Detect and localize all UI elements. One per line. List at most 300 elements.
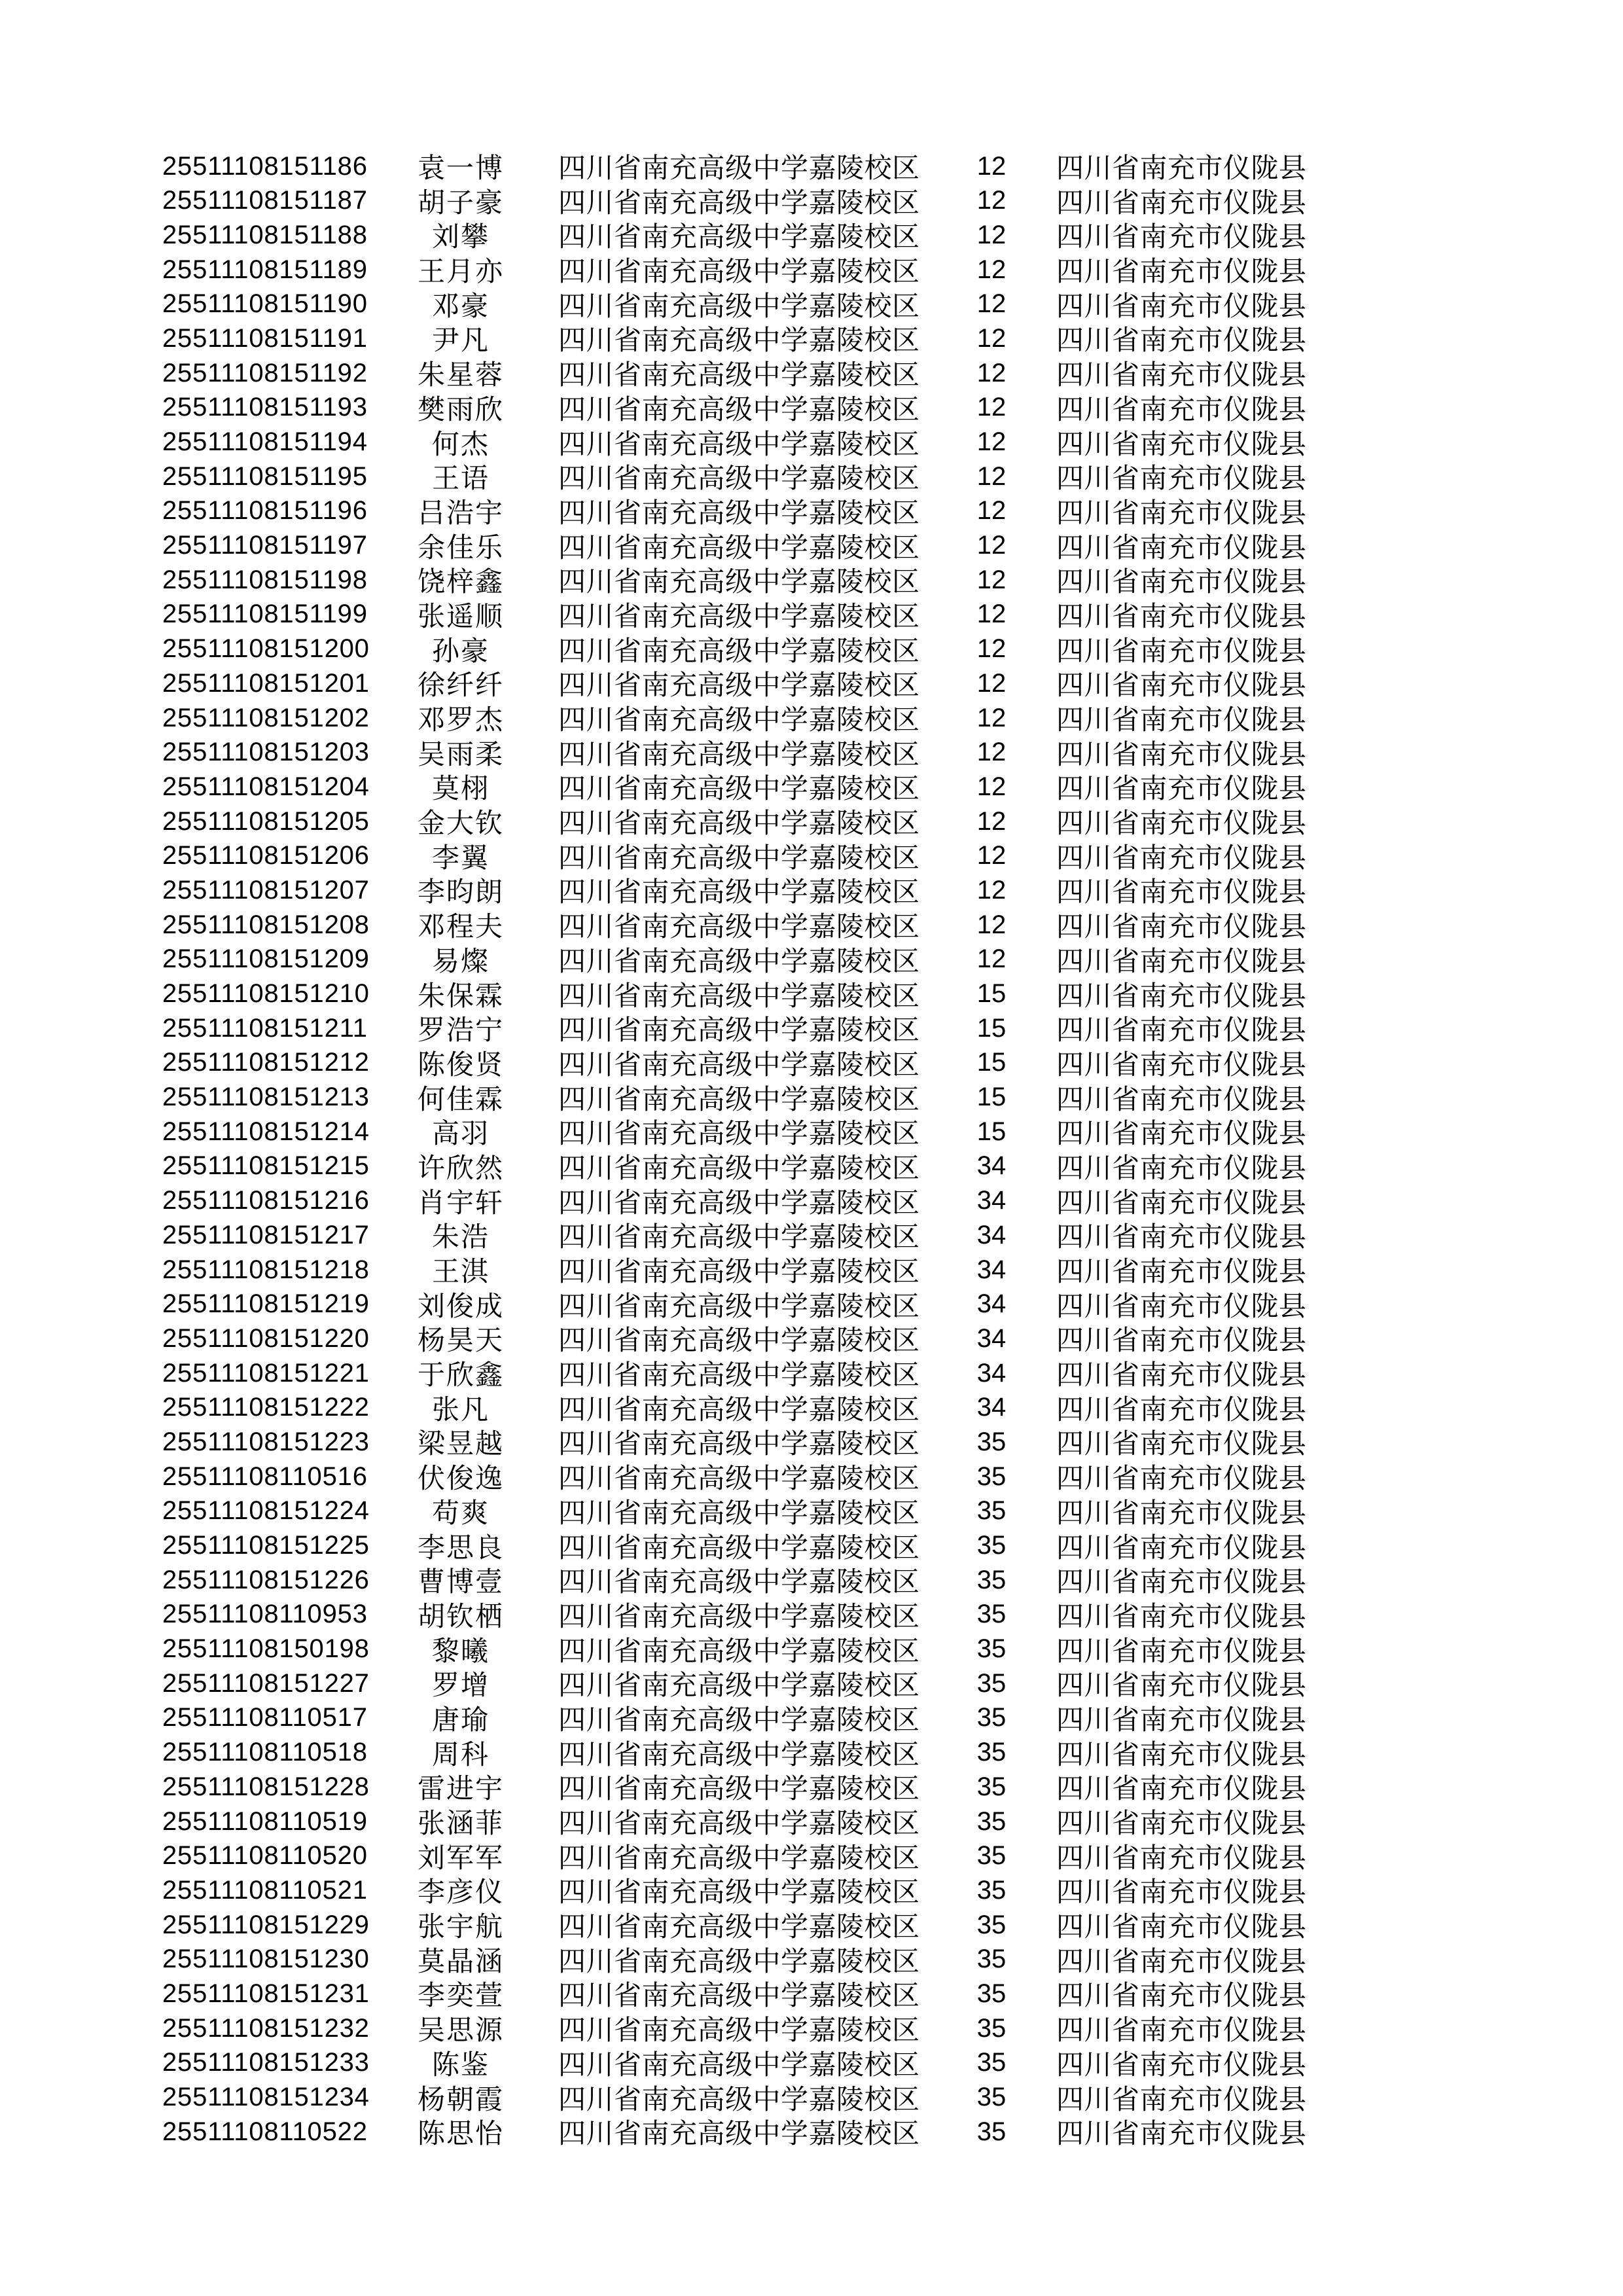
county-cell: 四川省南充市仪陇县 xyxy=(1056,1843,1307,1874)
county-cell: 四川省南充市仪陇县 xyxy=(1056,2085,1307,2115)
table-row xyxy=(0,215,1623,253)
class-group-cell: 35 xyxy=(976,1910,1007,1939)
table-row xyxy=(0,1837,1623,1874)
exam-id-cell: 25511108151195 xyxy=(162,461,368,491)
exam-id-cell: 25511108151196 xyxy=(162,496,368,526)
table-row xyxy=(0,1319,1623,1357)
school-cell: 四川省南充高级中学嘉陵校区 xyxy=(558,1257,920,1287)
county-cell: 四川省南充市仪陇县 xyxy=(1056,1429,1307,1460)
county-cell: 四川省南充市仪陇县 xyxy=(1056,2016,1307,2047)
school-cell: 四川省南充高级中学嘉陵校区 xyxy=(558,533,920,564)
school-cell: 四川省南充高级中学嘉陵校区 xyxy=(558,1085,920,1115)
exam-id-cell: 25511108151230 xyxy=(162,1945,370,1974)
table-row xyxy=(0,1009,1623,1047)
school-cell: 四川省南充高级中学嘉陵校区 xyxy=(558,981,920,1012)
school-cell: 四川省南充高级中学嘉陵校区 xyxy=(558,464,920,495)
class-group-cell: 35 xyxy=(976,2013,1007,2043)
exam-id-cell: 25511108110953 xyxy=(162,1600,368,1629)
class-group-cell: 12 xyxy=(976,323,1007,353)
exam-id-cell: 25511108151231 xyxy=(162,1979,370,2008)
class-group-cell: 12 xyxy=(976,427,1007,456)
exam-id-cell: 25511108151198 xyxy=(162,565,368,594)
exam-id-cell: 25511108110517 xyxy=(162,1703,368,1732)
school-cell: 四川省南充高级中学嘉陵校区 xyxy=(558,1740,920,1770)
student-name-cell: 邓程夫 xyxy=(417,912,504,943)
table-row xyxy=(0,2043,1623,2081)
class-group-cell: 12 xyxy=(976,944,1007,974)
student-name-cell: 樊雨欣 xyxy=(417,395,504,425)
county-cell: 四川省南充市仪陇县 xyxy=(1056,291,1307,322)
school-cell: 四川省南充高级中学嘉陵校区 xyxy=(558,567,920,598)
table-row xyxy=(0,285,1623,322)
school-cell: 四川省南充高级中学嘉陵校区 xyxy=(558,498,920,529)
school-cell: 四川省南充高级中学嘉陵校区 xyxy=(558,1671,920,1702)
table-row xyxy=(0,388,1623,423)
table-row xyxy=(0,2112,1623,2150)
student-name-cell: 饶梓鑫 xyxy=(417,567,504,598)
table-row xyxy=(0,1664,1623,1702)
student-name-cell: 罗浩宁 xyxy=(417,1016,504,1047)
exam-id-cell: 25511108151216 xyxy=(162,1186,370,1215)
table-row xyxy=(0,1422,1623,1460)
class-group-cell: 12 xyxy=(976,703,1007,732)
table-row xyxy=(0,940,1623,975)
table-row xyxy=(0,905,1623,943)
student-name-cell: 易燦 xyxy=(431,946,490,977)
school-cell: 四川省南充高级中学嘉陵校区 xyxy=(558,188,920,219)
school-cell: 四川省南充高级中学嘉陵校区 xyxy=(558,809,920,840)
student-name-cell: 杨昊天 xyxy=(417,1326,504,1357)
table-row xyxy=(0,1388,1623,1426)
table-row xyxy=(0,353,1623,391)
county-cell: 四川省南充市仪陇县 xyxy=(1056,498,1307,529)
county-cell: 四川省南充市仪陇县 xyxy=(1056,601,1307,632)
county-cell: 四川省南充市仪陇县 xyxy=(1056,809,1307,840)
exam-id-cell: 25511108151234 xyxy=(162,2083,370,2111)
exam-id-cell: 25511108151220 xyxy=(162,1323,370,1353)
county-cell: 四川省南充市仪陇县 xyxy=(1056,1981,1307,2012)
school-cell: 四川省南充高级中学嘉陵校区 xyxy=(558,1395,920,1426)
table-row xyxy=(0,2078,1623,2113)
class-group-cell: 15 xyxy=(976,1117,1007,1146)
exam-id-cell: 25511108151209 xyxy=(162,944,370,974)
class-group-cell: 35 xyxy=(976,1565,1007,1594)
student-name-cell: 袁一博 xyxy=(417,154,504,184)
county-cell: 四川省南充市仪陇县 xyxy=(1056,1223,1307,1253)
county-cell: 四川省南充市仪陇县 xyxy=(1056,878,1307,908)
table-row xyxy=(0,698,1623,736)
student-name-cell: 张遥顺 xyxy=(417,601,504,632)
school-cell: 四川省南充高级中学嘉陵校区 xyxy=(558,154,920,184)
exam-id-cell: 25511108151221 xyxy=(162,1358,370,1388)
school-cell: 四川省南充高级中学嘉陵校区 xyxy=(558,1602,920,1632)
table-row xyxy=(0,526,1623,564)
county-cell: 四川省南充市仪陇县 xyxy=(1056,1326,1307,1357)
table-row xyxy=(0,1526,1623,1564)
school-cell: 四川省南充高级中学嘉陵校区 xyxy=(558,1188,920,1219)
county-cell: 四川省南充市仪陇县 xyxy=(1056,429,1307,460)
exam-id-cell: 25511108151208 xyxy=(162,910,370,939)
county-cell: 四川省南充市仪陇县 xyxy=(1056,1568,1307,1598)
student-name-cell: 苟爽 xyxy=(431,1498,490,1529)
school-cell: 四川省南充高级中学嘉陵校区 xyxy=(558,1223,920,1253)
county-cell: 四川省南充市仪陇县 xyxy=(1056,1912,1307,1943)
class-group-cell: 35 xyxy=(976,1462,1007,1491)
school-cell: 四川省南充高级中学嘉陵校区 xyxy=(558,1568,920,1598)
class-group-cell: 12 xyxy=(976,668,1007,698)
school-cell: 四川省南充高级中学嘉陵校区 xyxy=(558,291,920,322)
county-cell: 四川省南充市仪陇县 xyxy=(1056,981,1307,1012)
student-name-cell: 李昀朗 xyxy=(417,878,504,908)
class-group-cell: 35 xyxy=(976,1703,1007,1732)
student-name-cell: 余佳乐 xyxy=(417,533,504,564)
school-cell: 四川省南充高级中学嘉陵校区 xyxy=(558,1636,920,1667)
exam-id-cell: 25511108151200 xyxy=(162,634,370,664)
exam-id-cell: 25511108151223 xyxy=(162,1427,370,1456)
table-row xyxy=(0,1250,1623,1285)
class-group-cell: 35 xyxy=(976,1841,1007,1871)
county-cell: 四川省南充市仪陇县 xyxy=(1056,1085,1307,1115)
school-cell: 四川省南充高级中学嘉陵校区 xyxy=(558,1533,920,1564)
class-group-cell: 34 xyxy=(976,1323,1007,1353)
county-cell: 四川省南充市仪陇县 xyxy=(1056,2050,1307,2081)
table-row xyxy=(0,1285,1623,1322)
student-name-cell: 王语 xyxy=(431,464,490,495)
student-name-cell: 张涵菲 xyxy=(417,1809,504,1839)
table-row xyxy=(0,181,1623,219)
table-row xyxy=(0,630,1623,667)
student-name-cell: 曹博壹 xyxy=(417,1568,504,1598)
county-cell: 四川省南充市仪陇县 xyxy=(1056,533,1307,564)
table-row xyxy=(0,1630,1623,1667)
county-cell: 四川省南充市仪陇县 xyxy=(1056,636,1307,667)
exam-id-cell: 25511108151219 xyxy=(162,1289,370,1319)
class-group-cell: 12 xyxy=(976,806,1007,836)
student-name-cell: 刘俊成 xyxy=(417,1291,504,1322)
county-cell: 四川省南充市仪陇县 xyxy=(1056,223,1307,253)
county-cell: 四川省南充市仪陇县 xyxy=(1056,1361,1307,1391)
exam-id-cell: 25511108151218 xyxy=(162,1255,370,1284)
student-name-cell: 朱星蓉 xyxy=(417,361,504,391)
exam-id-cell: 25511108151224 xyxy=(162,1496,370,1526)
county-cell: 四川省南充市仪陇县 xyxy=(1056,774,1307,805)
exam-id-cell: 25511108151232 xyxy=(162,2013,370,2043)
class-group-cell: 35 xyxy=(976,1806,1007,1836)
school-cell: 四川省南充高级中学嘉陵校区 xyxy=(558,361,920,391)
table-row xyxy=(0,1181,1623,1219)
county-cell: 四川省南充市仪陇县 xyxy=(1056,1740,1307,1770)
exam-id-cell: 25511108151205 xyxy=(162,806,370,836)
class-group-cell: 34 xyxy=(976,1358,1007,1388)
student-name-cell: 胡钦栖 xyxy=(417,1602,504,1632)
class-group-cell: 12 xyxy=(976,186,1007,215)
school-cell: 四川省南充高级中学嘉陵校区 xyxy=(558,1878,920,1909)
county-cell: 四川省南充市仪陇县 xyxy=(1056,1705,1307,1736)
exam-id-cell: 25511108151222 xyxy=(162,1393,370,1422)
student-name-cell: 肖宇轩 xyxy=(417,1188,504,1219)
exam-id-cell: 25511108151211 xyxy=(162,1013,368,1043)
student-name-cell: 于欣鑫 xyxy=(417,1361,504,1391)
county-cell: 四川省南充市仪陇县 xyxy=(1056,257,1307,288)
class-group-cell: 15 xyxy=(976,1013,1007,1043)
table-row xyxy=(0,1492,1623,1529)
exam-id-cell: 25511108151190 xyxy=(162,289,368,319)
class-group-cell: 12 xyxy=(976,393,1007,422)
student-name-cell: 何杰 xyxy=(431,429,490,460)
class-group-cell: 12 xyxy=(976,910,1007,939)
table-row xyxy=(0,1940,1623,1975)
class-group-cell: 35 xyxy=(976,1668,1007,1698)
student-name-cell: 何佳霖 xyxy=(417,1085,504,1115)
table-row xyxy=(0,1560,1623,1598)
exam-id-cell: 25511108151215 xyxy=(162,1151,370,1181)
exam-id-cell: 25511108151202 xyxy=(162,703,370,732)
exam-id-cell: 25511108110520 xyxy=(162,1841,368,1871)
school-cell: 四川省南充高级中学嘉陵校区 xyxy=(558,1774,920,1805)
county-cell: 四川省南充市仪陇县 xyxy=(1056,567,1307,598)
student-name-cell: 朱保霖 xyxy=(417,981,504,1012)
table-row xyxy=(0,1354,1623,1391)
school-cell: 四川省南充高级中学嘉陵校区 xyxy=(558,1981,920,2012)
county-cell: 四川省南充市仪陇县 xyxy=(1056,1119,1307,1150)
class-group-cell: 34 xyxy=(976,1255,1007,1284)
class-group-cell: 35 xyxy=(976,1945,1007,1974)
school-cell: 四川省南充高级中学嘉陵校区 xyxy=(558,1912,920,1943)
student-name-cell: 王月亦 xyxy=(417,257,504,288)
student-name-cell: 陈俊贤 xyxy=(417,1050,504,1081)
student-name-cell: 胡子豪 xyxy=(417,188,504,219)
exam-id-cell: 25511108151197 xyxy=(162,531,368,560)
student-table xyxy=(0,147,1623,2150)
exam-id-cell: 25511108150198 xyxy=(162,1634,370,1664)
county-cell: 四川省南充市仪陇县 xyxy=(1056,843,1307,874)
student-name-cell: 罗增 xyxy=(431,1671,490,1702)
school-cell: 四川省南充高级中学嘉陵校区 xyxy=(558,257,920,288)
student-name-cell: 莫栩 xyxy=(431,774,490,805)
school-cell: 四川省南充高级中学嘉陵校区 xyxy=(558,912,920,943)
county-cell: 四川省南充市仪陇县 xyxy=(1056,188,1307,219)
exam-id-cell: 25511108151193 xyxy=(162,393,368,422)
county-cell: 四川省南充市仪陇县 xyxy=(1056,1774,1307,1805)
table-row xyxy=(0,1871,1623,1909)
student-name-cell: 孙豪 xyxy=(431,636,490,667)
school-cell: 四川省南充高级中学嘉陵校区 xyxy=(558,1291,920,1322)
class-group-cell: 12 xyxy=(976,461,1007,491)
class-group-cell: 34 xyxy=(976,1393,1007,1422)
class-group-cell: 12 xyxy=(976,220,1007,249)
class-group-cell: 34 xyxy=(976,1289,1007,1319)
student-name-cell: 徐纤纤 xyxy=(417,671,504,702)
county-cell: 四川省南充市仪陇县 xyxy=(1056,1636,1307,1667)
school-cell: 四川省南充高级中学嘉陵校区 xyxy=(558,706,920,736)
county-cell: 四川省南充市仪陇县 xyxy=(1056,1602,1307,1632)
school-cell: 四川省南充高级中学嘉陵校区 xyxy=(558,2050,920,2081)
table-row xyxy=(0,802,1623,840)
county-cell: 四川省南充市仪陇县 xyxy=(1056,1188,1307,1219)
table-row xyxy=(0,1733,1623,1768)
student-name-cell: 朱浩 xyxy=(431,1223,490,1253)
county-cell: 四川省南充市仪陇县 xyxy=(1056,671,1307,702)
exam-id-cell: 25511108110516 xyxy=(162,1462,368,1491)
class-group-cell: 12 xyxy=(976,496,1007,526)
exam-id-cell: 25511108151217 xyxy=(162,1220,370,1249)
student-name-cell: 刘攀 xyxy=(431,223,490,253)
exam-id-cell: 25511108151187 xyxy=(162,186,368,215)
county-cell: 四川省南充市仪陇县 xyxy=(1056,464,1307,495)
school-cell: 四川省南充高级中学嘉陵校区 xyxy=(558,2016,920,2047)
school-cell: 四川省南充高级中学嘉陵校区 xyxy=(558,671,920,702)
table-row xyxy=(0,2009,1623,2047)
table-row xyxy=(0,1698,1623,1736)
county-cell: 四川省南充市仪陇县 xyxy=(1056,326,1307,357)
class-group-cell: 35 xyxy=(976,1427,1007,1456)
school-cell: 四川省南充高级中学嘉陵校区 xyxy=(558,2119,920,2150)
table-row xyxy=(0,1112,1623,1150)
exam-id-cell: 25511108151210 xyxy=(162,979,370,1008)
class-group-cell: 12 xyxy=(976,600,1007,629)
exam-id-cell: 25511108151226 xyxy=(162,1565,370,1594)
student-name-cell: 刘军军 xyxy=(417,1843,504,1874)
school-cell: 四川省南充高级中学嘉陵校区 xyxy=(558,395,920,425)
student-name-cell: 王淇 xyxy=(431,1257,490,1287)
table-row xyxy=(0,1802,1623,1837)
exam-id-cell: 25511108151188 xyxy=(162,220,368,249)
class-group-cell: 12 xyxy=(976,358,1007,387)
student-name-cell: 周科 xyxy=(431,1740,490,1770)
table-row xyxy=(0,975,1623,1012)
school-cell: 四川省南充高级中学嘉陵校区 xyxy=(558,1153,920,1184)
exam-id-cell: 25511108110522 xyxy=(162,2117,368,2146)
school-cell: 四川省南充高级中学嘉陵校区 xyxy=(558,1843,920,1874)
class-group-cell: 35 xyxy=(976,2117,1007,2146)
table-row xyxy=(0,595,1623,630)
class-group-cell: 12 xyxy=(976,634,1007,664)
exam-id-cell: 25511108110518 xyxy=(162,1738,368,1767)
student-name-cell: 尹凡 xyxy=(431,326,490,357)
school-cell: 四川省南充高级中学嘉陵校区 xyxy=(558,326,920,357)
exam-id-cell: 25511108151228 xyxy=(162,1772,370,1801)
county-cell: 四川省南充市仪陇县 xyxy=(1056,1533,1307,1564)
student-name-cell: 伏俊逸 xyxy=(417,1464,504,1495)
class-group-cell: 34 xyxy=(976,1186,1007,1215)
table-row xyxy=(0,1457,1623,1495)
table-row xyxy=(0,870,1623,908)
class-group-cell: 35 xyxy=(976,1496,1007,1526)
exam-id-cell: 25511108151233 xyxy=(162,2048,370,2077)
exam-id-cell: 25511108151199 xyxy=(162,600,368,629)
county-cell: 四川省南充市仪陇县 xyxy=(1056,1809,1307,1839)
table-row xyxy=(0,250,1623,288)
class-group-cell: 12 xyxy=(976,565,1007,594)
exam-id-cell: 25511108151229 xyxy=(162,1910,370,1939)
county-cell: 四川省南充市仪陇县 xyxy=(1056,1050,1307,1081)
exam-id-cell: 25511108151225 xyxy=(162,1531,370,1560)
class-group-cell: 12 xyxy=(976,531,1007,560)
school-cell: 四川省南充高级中学嘉陵校区 xyxy=(558,1326,920,1357)
table-row xyxy=(0,560,1623,598)
table-row xyxy=(0,664,1623,702)
student-name-cell: 雷进宇 xyxy=(417,1774,504,1805)
school-cell: 四川省南充高级中学嘉陵校区 xyxy=(558,1119,920,1150)
class-group-cell: 12 xyxy=(976,841,1007,870)
exam-id-cell: 25511108110519 xyxy=(162,1806,368,1836)
school-cell: 四川省南充高级中学嘉陵校区 xyxy=(558,223,920,253)
student-name-cell: 李思良 xyxy=(417,1533,504,1564)
school-cell: 四川省南充高级中学嘉陵校区 xyxy=(558,1464,920,1495)
student-name-cell: 唐瑜 xyxy=(431,1705,490,1736)
table-row xyxy=(0,1974,1623,2012)
class-group-cell: 35 xyxy=(976,1772,1007,1801)
class-group-cell: 15 xyxy=(976,1083,1007,1112)
county-cell: 四川省南充市仪陇县 xyxy=(1056,912,1307,943)
school-cell: 四川省南充高级中学嘉陵校区 xyxy=(558,1809,920,1839)
school-cell: 四川省南充高级中学嘉陵校区 xyxy=(558,2085,920,2115)
county-cell: 四川省南充市仪陇县 xyxy=(1056,1016,1307,1047)
student-name-cell: 陈思怡 xyxy=(417,2119,504,2150)
table-row xyxy=(0,1215,1623,1253)
class-group-cell: 35 xyxy=(976,1875,1007,1905)
student-name-cell: 陈鉴 xyxy=(431,2050,490,2081)
school-cell: 四川省南充高级中学嘉陵校区 xyxy=(558,1361,920,1391)
county-cell: 四川省南充市仪陇县 xyxy=(1056,1464,1307,1495)
exam-id-cell: 25511108151194 xyxy=(162,427,368,456)
table-row xyxy=(0,1147,1623,1184)
table-row xyxy=(0,733,1623,768)
county-cell: 四川省南充市仪陇县 xyxy=(1056,946,1307,977)
exam-id-cell: 25511108151201 xyxy=(162,668,370,698)
county-cell: 四川省南充市仪陇县 xyxy=(1056,1498,1307,1529)
student-name-cell: 高羽 xyxy=(431,1119,490,1150)
table-row xyxy=(0,767,1623,805)
class-group-cell: 35 xyxy=(976,2048,1007,2077)
county-cell: 四川省南充市仪陇县 xyxy=(1056,740,1307,770)
student-name-cell: 邓豪 xyxy=(431,291,490,322)
exam-id-cell: 25511108151204 xyxy=(162,772,370,801)
exam-id-cell: 25511108151186 xyxy=(162,151,368,181)
student-name-cell: 李彦仪 xyxy=(417,1878,504,1909)
student-name-cell: 李翼 xyxy=(431,843,490,874)
school-cell: 四川省南充高级中学嘉陵校区 xyxy=(558,946,920,977)
student-name-cell: 吕浩宇 xyxy=(417,498,504,529)
county-cell: 四川省南充市仪陇县 xyxy=(1056,1946,1307,1977)
exam-id-cell: 25511108151191 xyxy=(162,323,368,353)
student-name-cell: 吴思源 xyxy=(417,2016,504,2047)
table-row xyxy=(0,423,1623,460)
table-row xyxy=(0,1595,1623,1630)
exam-id-cell: 25511108110521 xyxy=(162,1875,368,1905)
county-cell: 四川省南充市仪陇县 xyxy=(1056,1671,1307,1702)
exam-id-cell: 25511108151213 xyxy=(162,1083,370,1112)
school-cell: 四川省南充高级中学嘉陵校区 xyxy=(558,774,920,805)
exam-id-cell: 25511108151203 xyxy=(162,738,370,767)
class-group-cell: 35 xyxy=(976,2083,1007,2111)
class-group-cell: 35 xyxy=(976,1979,1007,2008)
student-name-cell: 黎曦 xyxy=(431,1636,490,1667)
exam-id-cell: 25511108151212 xyxy=(162,1048,370,1077)
table-row xyxy=(0,147,1623,184)
exam-id-cell: 25511108151207 xyxy=(162,875,370,905)
class-group-cell: 15 xyxy=(976,979,1007,1008)
county-cell: 四川省南充市仪陇县 xyxy=(1056,2119,1307,2150)
school-cell: 四川省南充高级中学嘉陵校区 xyxy=(558,878,920,908)
county-cell: 四川省南充市仪陇县 xyxy=(1056,1257,1307,1287)
student-name-cell: 张凡 xyxy=(431,1395,490,1426)
student-name-cell: 邓罗杰 xyxy=(417,706,504,736)
exam-id-cell: 25511108151189 xyxy=(162,255,368,284)
county-cell: 四川省南充市仪陇县 xyxy=(1056,154,1307,184)
school-cell: 四川省南充高级中学嘉陵校区 xyxy=(558,429,920,460)
class-group-cell: 35 xyxy=(976,1634,1007,1664)
